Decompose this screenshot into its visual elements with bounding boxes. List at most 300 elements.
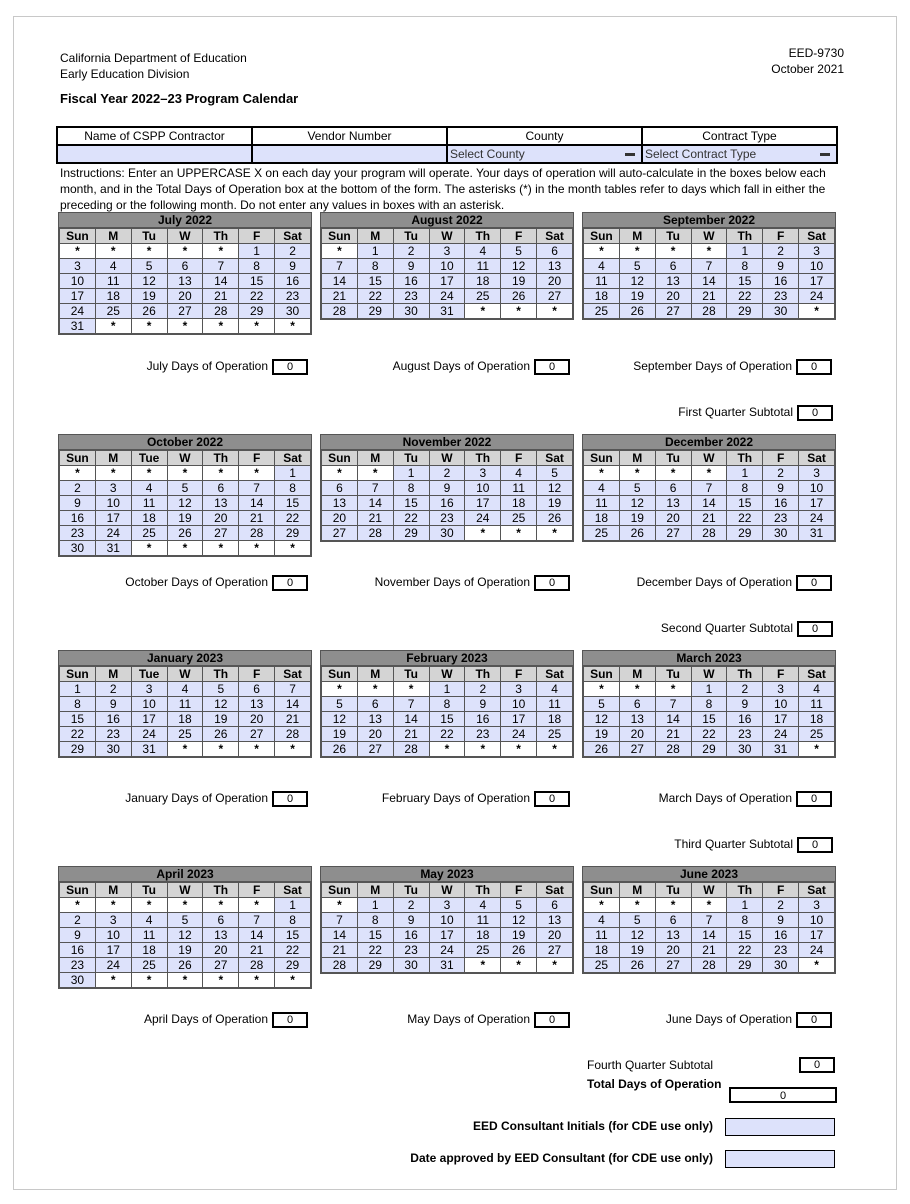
day-cell[interactable]: 9 — [727, 697, 763, 712]
county-select[interactable] — [447, 145, 642, 163]
day-cell[interactable]: 9 — [465, 697, 501, 712]
day-cell[interactable]: 8 — [727, 481, 763, 496]
day-cell[interactable]: 1 — [275, 466, 311, 481]
day-cell[interactable]: 24 — [501, 727, 537, 742]
day-cell[interactable]: 19 — [619, 289, 655, 304]
day-cell[interactable]: 15 — [60, 712, 96, 727]
day-cell[interactable]: 2 — [429, 466, 465, 481]
day-cell[interactable]: 21 — [322, 289, 358, 304]
day-cell[interactable]: 30 — [60, 541, 96, 556]
day-cell[interactable]: 27 — [239, 727, 275, 742]
day-cell[interactable]: 4 — [584, 913, 620, 928]
day-cell[interactable]: 11 — [501, 481, 537, 496]
day-cell[interactable]: 24 — [95, 526, 131, 541]
contractor-name-field[interactable] — [57, 145, 252, 163]
day-cell[interactable]: 2 — [275, 244, 311, 259]
day-cell[interactable]: 20 — [239, 712, 275, 727]
day-cell[interactable]: 13 — [322, 496, 358, 511]
day-cell[interactable]: 15 — [357, 274, 393, 289]
day-cell[interactable]: 21 — [239, 943, 275, 958]
day-cell[interactable]: 26 — [131, 304, 167, 319]
day-cell[interactable]: 25 — [167, 727, 203, 742]
day-cell[interactable]: 28 — [393, 742, 429, 757]
day-cell[interactable]: 3 — [95, 913, 131, 928]
day-cell[interactable]: 27 — [619, 742, 655, 757]
day-cell[interactable]: 20 — [203, 511, 239, 526]
day-cell[interactable]: 28 — [322, 304, 358, 319]
day-cell[interactable]: 27 — [655, 304, 691, 319]
day-cell[interactable]: 29 — [393, 526, 429, 541]
day-cell[interactable]: 30 — [393, 958, 429, 973]
day-cell[interactable]: 18 — [131, 943, 167, 958]
day-cell[interactable]: 14 — [357, 496, 393, 511]
day-cell[interactable]: 31 — [763, 742, 799, 757]
day-cell[interactable]: 5 — [619, 259, 655, 274]
day-cell[interactable]: 15 — [357, 928, 393, 943]
day-cell[interactable]: 11 — [584, 928, 620, 943]
day-cell[interactable]: 10 — [95, 496, 131, 511]
day-cell[interactable]: 7 — [393, 697, 429, 712]
day-cell[interactable]: 21 — [275, 712, 311, 727]
day-cell[interactable]: 29 — [60, 742, 96, 757]
day-cell[interactable]: 22 — [727, 511, 763, 526]
day-cell[interactable]: 18 — [465, 928, 501, 943]
day-cell[interactable]: 23 — [763, 943, 799, 958]
day-cell[interactable]: 18 — [131, 511, 167, 526]
day-cell[interactable]: 13 — [537, 259, 573, 274]
day-cell[interactable]: 3 — [799, 898, 835, 913]
day-cell[interactable]: 7 — [239, 913, 275, 928]
day-cell[interactable]: 1 — [357, 898, 393, 913]
day-cell[interactable]: 21 — [203, 289, 239, 304]
day-cell[interactable]: 4 — [465, 244, 501, 259]
day-cell[interactable]: 10 — [429, 259, 465, 274]
day-cell[interactable]: 18 — [799, 712, 835, 727]
day-cell[interactable]: 2 — [393, 898, 429, 913]
day-cell[interactable]: 22 — [60, 727, 96, 742]
day-cell[interactable]: 12 — [167, 928, 203, 943]
day-cell[interactable]: 4 — [95, 259, 131, 274]
day-cell[interactable]: 17 — [95, 511, 131, 526]
day-cell[interactable]: 18 — [584, 511, 620, 526]
day-cell[interactable]: 14 — [239, 928, 275, 943]
day-cell[interactable]: 14 — [203, 274, 239, 289]
day-cell[interactable]: 24 — [799, 511, 835, 526]
day-cell[interactable]: 22 — [275, 511, 311, 526]
day-cell[interactable]: 6 — [619, 697, 655, 712]
day-cell[interactable]: 24 — [95, 958, 131, 973]
day-cell[interactable]: 8 — [275, 913, 311, 928]
day-cell[interactable]: 9 — [429, 481, 465, 496]
day-cell[interactable]: 3 — [799, 466, 835, 481]
day-cell[interactable]: 30 — [60, 973, 96, 988]
day-cell[interactable]: 7 — [322, 913, 358, 928]
day-cell[interactable]: 10 — [131, 697, 167, 712]
day-cell[interactable]: 10 — [501, 697, 537, 712]
day-cell[interactable]: 19 — [501, 274, 537, 289]
day-cell[interactable]: 29 — [239, 304, 275, 319]
day-cell[interactable]: 5 — [537, 466, 573, 481]
day-cell[interactable]: 19 — [584, 727, 620, 742]
day-cell[interactable]: 18 — [167, 712, 203, 727]
day-cell[interactable]: 10 — [465, 481, 501, 496]
day-cell[interactable]: 16 — [429, 496, 465, 511]
day-cell[interactable]: 29 — [275, 526, 311, 541]
day-cell[interactable]: 20 — [619, 727, 655, 742]
day-cell[interactable]: 23 — [465, 727, 501, 742]
day-cell[interactable]: 24 — [465, 511, 501, 526]
day-cell[interactable]: 13 — [655, 274, 691, 289]
day-cell[interactable]: 14 — [691, 928, 727, 943]
day-cell[interactable]: 21 — [691, 943, 727, 958]
day-cell[interactable]: 28 — [655, 742, 691, 757]
day-cell[interactable]: 23 — [763, 511, 799, 526]
day-cell[interactable]: 19 — [537, 496, 573, 511]
day-cell[interactable]: 16 — [763, 274, 799, 289]
day-cell[interactable]: 20 — [203, 943, 239, 958]
day-cell[interactable]: 13 — [655, 928, 691, 943]
day-cell[interactable]: 3 — [799, 244, 835, 259]
day-cell[interactable]: 17 — [131, 712, 167, 727]
day-cell[interactable]: 27 — [537, 943, 573, 958]
day-cell[interactable]: 23 — [727, 727, 763, 742]
day-cell[interactable]: 29 — [727, 526, 763, 541]
day-cell[interactable]: 25 — [584, 958, 620, 973]
day-cell[interactable]: 22 — [357, 289, 393, 304]
day-cell[interactable]: 3 — [465, 466, 501, 481]
day-cell[interactable]: 12 — [501, 913, 537, 928]
day-cell[interactable]: 13 — [203, 928, 239, 943]
day-cell[interactable]: 24 — [763, 727, 799, 742]
day-cell[interactable]: 14 — [691, 496, 727, 511]
day-cell[interactable]: 1 — [60, 682, 96, 697]
day-cell[interactable]: 16 — [60, 943, 96, 958]
day-cell[interactable]: 7 — [357, 481, 393, 496]
day-cell[interactable]: 1 — [691, 682, 727, 697]
day-cell[interactable]: 10 — [60, 274, 96, 289]
day-cell[interactable]: 28 — [691, 304, 727, 319]
day-cell[interactable]: 18 — [584, 943, 620, 958]
day-cell[interactable]: 17 — [799, 274, 835, 289]
day-cell[interactable]: 21 — [655, 727, 691, 742]
day-cell[interactable]: 6 — [537, 244, 573, 259]
day-cell[interactable]: 5 — [619, 481, 655, 496]
day-cell[interactable]: 6 — [167, 259, 203, 274]
day-cell[interactable]: 13 — [203, 496, 239, 511]
day-cell[interactable]: 12 — [619, 274, 655, 289]
day-cell[interactable]: 31 — [131, 742, 167, 757]
day-cell[interactable]: 22 — [727, 943, 763, 958]
day-cell[interactable]: 6 — [322, 481, 358, 496]
day-cell[interactable]: 17 — [763, 712, 799, 727]
day-cell[interactable]: 28 — [357, 526, 393, 541]
day-cell[interactable]: 11 — [167, 697, 203, 712]
day-cell[interactable]: 30 — [429, 526, 465, 541]
day-cell[interactable]: 1 — [275, 898, 311, 913]
day-cell[interactable]: 20 — [655, 289, 691, 304]
day-cell[interactable]: 14 — [655, 712, 691, 727]
day-cell[interactable]: 25 — [584, 304, 620, 319]
day-cell[interactable]: 4 — [799, 682, 835, 697]
day-cell[interactable]: 12 — [203, 697, 239, 712]
day-cell[interactable]: 20 — [655, 511, 691, 526]
day-cell[interactable]: 21 — [239, 511, 275, 526]
day-cell[interactable]: 20 — [322, 511, 358, 526]
day-cell[interactable]: 15 — [393, 496, 429, 511]
day-cell[interactable]: 12 — [322, 712, 358, 727]
day-cell[interactable]: 15 — [239, 274, 275, 289]
day-cell[interactable]: 8 — [275, 481, 311, 496]
day-cell[interactable]: 1 — [393, 466, 429, 481]
day-cell[interactable]: 12 — [501, 259, 537, 274]
day-cell[interactable]: 5 — [167, 481, 203, 496]
day-cell[interactable]: 21 — [357, 511, 393, 526]
day-cell[interactable]: 22 — [691, 727, 727, 742]
day-cell[interactable]: 5 — [203, 682, 239, 697]
day-cell[interactable]: 15 — [727, 928, 763, 943]
day-cell[interactable]: 18 — [95, 289, 131, 304]
day-cell[interactable]: 17 — [465, 496, 501, 511]
day-cell[interactable]: 22 — [357, 943, 393, 958]
day-cell[interactable]: 19 — [203, 712, 239, 727]
day-cell[interactable]: 19 — [501, 928, 537, 943]
day-cell[interactable]: 20 — [357, 727, 393, 742]
day-cell[interactable]: 28 — [239, 526, 275, 541]
day-cell[interactable]: 10 — [799, 913, 835, 928]
day-cell[interactable]: 1 — [239, 244, 275, 259]
day-cell[interactable]: 8 — [60, 697, 96, 712]
day-cell[interactable]: 5 — [131, 259, 167, 274]
day-cell[interactable]: 4 — [131, 913, 167, 928]
day-cell[interactable]: 20 — [167, 289, 203, 304]
day-cell[interactable]: 14 — [239, 496, 275, 511]
day-cell[interactable]: 15 — [691, 712, 727, 727]
day-cell[interactable]: 4 — [501, 466, 537, 481]
day-cell[interactable]: 25 — [537, 727, 573, 742]
day-cell[interactable]: 19 — [322, 727, 358, 742]
day-cell[interactable]: 12 — [619, 496, 655, 511]
day-cell[interactable]: 17 — [799, 928, 835, 943]
day-cell[interactable]: 13 — [537, 913, 573, 928]
day-cell[interactable]: 12 — [131, 274, 167, 289]
day-cell[interactable]: 25 — [95, 304, 131, 319]
day-cell[interactable]: 18 — [584, 289, 620, 304]
day-cell[interactable]: 6 — [537, 898, 573, 913]
day-cell[interactable]: 11 — [584, 496, 620, 511]
day-cell[interactable]: 7 — [691, 259, 727, 274]
day-cell[interactable]: 20 — [655, 943, 691, 958]
day-cell[interactable]: 17 — [60, 289, 96, 304]
day-cell[interactable]: 13 — [239, 697, 275, 712]
day-cell[interactable]: 26 — [537, 511, 573, 526]
day-cell[interactable]: 23 — [393, 943, 429, 958]
day-cell[interactable]: 24 — [799, 289, 835, 304]
day-cell[interactable]: 21 — [691, 289, 727, 304]
day-cell[interactable]: 24 — [131, 727, 167, 742]
day-cell[interactable]: 30 — [763, 304, 799, 319]
day-cell[interactable]: 29 — [357, 958, 393, 973]
day-cell[interactable]: 25 — [799, 727, 835, 742]
day-cell[interactable]: 8 — [393, 481, 429, 496]
day-cell[interactable]: 30 — [275, 304, 311, 319]
day-cell[interactable]: 24 — [799, 943, 835, 958]
day-cell[interactable]: 5 — [584, 697, 620, 712]
day-cell[interactable]: 17 — [501, 712, 537, 727]
day-cell[interactable]: 5 — [167, 913, 203, 928]
day-cell[interactable]: 1 — [357, 244, 393, 259]
day-cell[interactable]: 23 — [429, 511, 465, 526]
day-cell[interactable]: 3 — [95, 481, 131, 496]
day-cell[interactable]: 12 — [619, 928, 655, 943]
day-cell[interactable]: 31 — [95, 541, 131, 556]
day-cell[interactable]: 23 — [60, 526, 96, 541]
day-cell[interactable]: 7 — [275, 682, 311, 697]
day-cell[interactable]: 30 — [727, 742, 763, 757]
day-cell[interactable]: 9 — [393, 259, 429, 274]
day-cell[interactable]: 14 — [322, 274, 358, 289]
day-cell[interactable]: 22 — [429, 727, 465, 742]
day-cell[interactable]: 27 — [537, 289, 573, 304]
day-cell[interactable]: 9 — [60, 928, 96, 943]
day-cell[interactable]: 1 — [429, 682, 465, 697]
day-cell[interactable]: 16 — [763, 496, 799, 511]
day-cell[interactable]: 17 — [429, 928, 465, 943]
day-cell[interactable]: 26 — [167, 526, 203, 541]
day-cell[interactable]: 10 — [95, 928, 131, 943]
day-cell[interactable]: 9 — [393, 913, 429, 928]
day-cell[interactable]: 15 — [727, 274, 763, 289]
day-cell[interactable]: 12 — [584, 712, 620, 727]
day-cell[interactable]: 6 — [357, 697, 393, 712]
day-cell[interactable]: 23 — [95, 727, 131, 742]
day-cell[interactable]: 25 — [465, 943, 501, 958]
day-cell[interactable]: 9 — [275, 259, 311, 274]
day-cell[interactable]: 7 — [322, 259, 358, 274]
day-cell[interactable]: 5 — [619, 913, 655, 928]
eed-initials-field[interactable] — [725, 1118, 835, 1136]
day-cell[interactable]: 15 — [727, 496, 763, 511]
day-cell[interactable]: 5 — [501, 898, 537, 913]
vendor-number-field[interactable] — [252, 145, 447, 163]
day-cell[interactable]: 6 — [655, 259, 691, 274]
day-cell[interactable]: 28 — [322, 958, 358, 973]
day-cell[interactable]: 26 — [203, 727, 239, 742]
day-cell[interactable]: 31 — [60, 319, 96, 334]
day-cell[interactable]: 30 — [763, 958, 799, 973]
day-cell[interactable]: 5 — [322, 697, 358, 712]
eed-date-field[interactable] — [725, 1150, 835, 1168]
day-cell[interactable]: 4 — [465, 898, 501, 913]
day-cell[interactable]: 31 — [429, 304, 465, 319]
day-cell[interactable]: 27 — [357, 742, 393, 757]
day-cell[interactable]: 11 — [465, 913, 501, 928]
day-cell[interactable]: 2 — [763, 898, 799, 913]
day-cell[interactable]: 26 — [584, 742, 620, 757]
day-cell[interactable]: 7 — [655, 697, 691, 712]
day-cell[interactable]: 18 — [465, 274, 501, 289]
day-cell[interactable]: 3 — [763, 682, 799, 697]
day-cell[interactable]: 11 — [465, 259, 501, 274]
day-cell[interactable]: 30 — [763, 526, 799, 541]
day-cell[interactable]: 4 — [167, 682, 203, 697]
day-cell[interactable]: 22 — [393, 511, 429, 526]
day-cell[interactable]: 31 — [429, 958, 465, 973]
day-cell[interactable]: 19 — [167, 511, 203, 526]
day-cell[interactable]: 3 — [60, 259, 96, 274]
day-cell[interactable]: 13 — [619, 712, 655, 727]
day-cell[interactable]: 11 — [95, 274, 131, 289]
day-cell[interactable]: 9 — [60, 496, 96, 511]
day-cell[interactable]: 27 — [655, 526, 691, 541]
day-cell[interactable]: 28 — [239, 958, 275, 973]
day-cell[interactable]: 3 — [501, 682, 537, 697]
day-cell[interactable]: 26 — [501, 289, 537, 304]
day-cell[interactable]: 23 — [60, 958, 96, 973]
day-cell[interactable]: 23 — [275, 289, 311, 304]
day-cell[interactable]: 11 — [537, 697, 573, 712]
day-cell[interactable]: 25 — [131, 958, 167, 973]
day-cell[interactable]: 29 — [727, 958, 763, 973]
day-cell[interactable]: 9 — [763, 481, 799, 496]
day-cell[interactable]: 18 — [501, 496, 537, 511]
day-cell[interactable]: 25 — [501, 511, 537, 526]
day-cell[interactable]: 21 — [393, 727, 429, 742]
day-cell[interactable]: 10 — [429, 913, 465, 928]
day-cell[interactable]: 6 — [655, 913, 691, 928]
day-cell[interactable]: 2 — [727, 682, 763, 697]
day-cell[interactable]: 27 — [322, 526, 358, 541]
day-cell[interactable]: 9 — [763, 913, 799, 928]
day-cell[interactable]: 11 — [584, 274, 620, 289]
day-cell[interactable]: 2 — [60, 913, 96, 928]
day-cell[interactable]: 26 — [501, 943, 537, 958]
day-cell[interactable]: 2 — [60, 481, 96, 496]
day-cell[interactable]: 25 — [131, 526, 167, 541]
day-cell[interactable]: 11 — [799, 697, 835, 712]
day-cell[interactable]: 19 — [167, 943, 203, 958]
day-cell[interactable]: 27 — [655, 958, 691, 973]
day-cell[interactable]: 4 — [584, 481, 620, 496]
day-cell[interactable]: 29 — [691, 742, 727, 757]
day-cell[interactable]: 14 — [393, 712, 429, 727]
day-cell[interactable]: 11 — [131, 928, 167, 943]
day-cell[interactable]: 3 — [429, 898, 465, 913]
day-cell[interactable]: 20 — [537, 274, 573, 289]
day-cell[interactable]: 27 — [203, 526, 239, 541]
day-cell[interactable]: 9 — [763, 259, 799, 274]
day-cell[interactable]: 23 — [393, 289, 429, 304]
day-cell[interactable]: 2 — [465, 682, 501, 697]
day-cell[interactable]: 30 — [95, 742, 131, 757]
day-cell[interactable]: 17 — [429, 274, 465, 289]
day-cell[interactable]: 14 — [322, 928, 358, 943]
day-cell[interactable]: 16 — [763, 928, 799, 943]
day-cell[interactable]: 10 — [799, 259, 835, 274]
day-cell[interactable]: 2 — [763, 244, 799, 259]
day-cell[interactable]: 22 — [727, 289, 763, 304]
day-cell[interactable]: 24 — [429, 289, 465, 304]
day-cell[interactable]: 12 — [167, 496, 203, 511]
day-cell[interactable]: 19 — [131, 289, 167, 304]
day-cell[interactable]: 17 — [95, 943, 131, 958]
day-cell[interactable]: 7 — [691, 481, 727, 496]
day-cell[interactable]: 3 — [429, 244, 465, 259]
day-cell[interactable]: 24 — [429, 943, 465, 958]
day-cell[interactable]: 29 — [275, 958, 311, 973]
day-cell[interactable]: 13 — [357, 712, 393, 727]
day-cell[interactable]: 15 — [275, 496, 311, 511]
day-cell[interactable]: 26 — [619, 526, 655, 541]
